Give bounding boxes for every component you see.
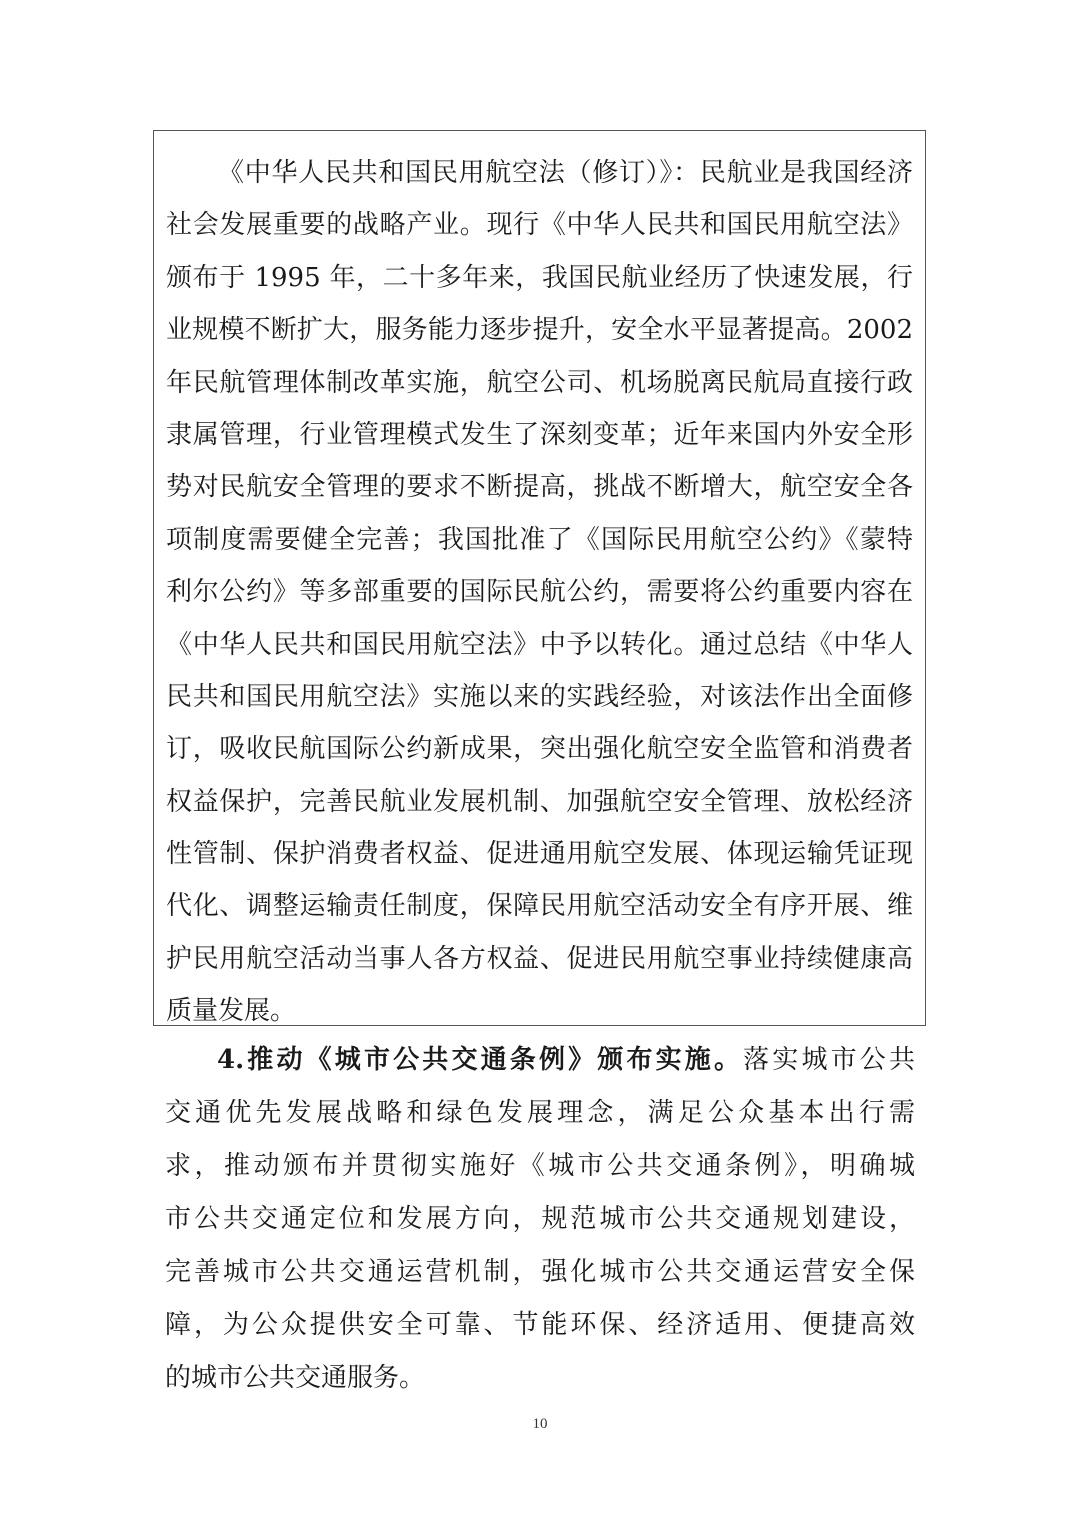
boxed-line: 势对民航安全管理的要求不断提高，挑战不断增大，航空安全各 [166, 472, 913, 503]
section-line: 市公共交通定位和发展方向，规范城市公共交通规划建设， [165, 1204, 915, 1234]
boxed-line: 《中华人民共和国民用航空法》中予以转化。通过总结《中华人 [166, 629, 913, 660]
boxed-line: 《中华人民共和国民用航空法（修订）》：民航业是我国经济 [218, 158, 913, 188]
boxed-line: 代化、调整运输责任制度，保障民用航空活动安全有序开展、维 [166, 891, 913, 922]
boxed-line: 业规模不断扩大，服务能力逐步提升，安全水平显著提高。2002 [166, 315, 913, 346]
boxed-line: 订，吸收民航国际公约新成果，突出强化航空安全监管和消费者 [166, 734, 913, 765]
section-first-line [165, 1034, 915, 1087]
boxed-paragraph [153, 130, 926, 1026]
section-line: 的城市公共交通服务。 [165, 1363, 426, 1393]
boxed-line: 项制度需要健全完善；我国批准了《国际民用航空公约》《蒙特 [166, 524, 913, 555]
boxed-line: 民共和国民用航空法》实施以来的实践经验，对该法作出全面修 [166, 681, 913, 712]
boxed-line: 性管制、保护消费者权益、促进通用航空发展、体现运输凭证现 [166, 839, 913, 870]
section-heading: 4.推动《城市公共交通条例》颁布实施。 [217, 1045, 744, 1075]
section-line: 交通优先发展战略和绿色发展理念，满足公众基本出行需 [165, 1098, 915, 1128]
section-first-line-text: 落实城市公共 [743, 1045, 915, 1075]
section-line: 完善城市公共交通运营机制，强化城市公共交通运营安全保 [165, 1257, 915, 1287]
boxed-line: 护民用航空活动当事人各方权益、促进民用航空事业持续健康高 [166, 943, 913, 974]
boxed-line: 隶属管理，行业管理模式发生了深刻变革；近年来国内外安全形 [166, 419, 913, 450]
boxed-line: 年民航管理体制改革实施，航空公司、机场脱离民航局直接行政 [166, 367, 913, 398]
boxed-line: 利尔公约》等多部重要的国际民航公约，需要将公约重要内容在 [166, 577, 913, 608]
boxed-line: 质量发展。 [166, 996, 297, 1027]
boxed-line: 社会发展重要的战略产业。现行《中华人民共和国民用航空法》 [166, 210, 913, 241]
section-line: 障，为公众提供安全可靠、节能环保、经济适用、便捷高效 [165, 1310, 915, 1340]
section-line: 求，推动颁布并贯彻实施好《城市公共交通条例》，明确城 [165, 1151, 915, 1181]
boxed-line: 权益保护，完善民航业发展机制、加强航空安全管理、放松经济 [166, 786, 913, 817]
boxed-line: 颁布于 1995 年，二十多年来，我国民航业经历了快速发展，行 [166, 262, 913, 293]
page-number: 10 [532, 1416, 548, 1432]
section-4 [165, 1034, 915, 1405]
